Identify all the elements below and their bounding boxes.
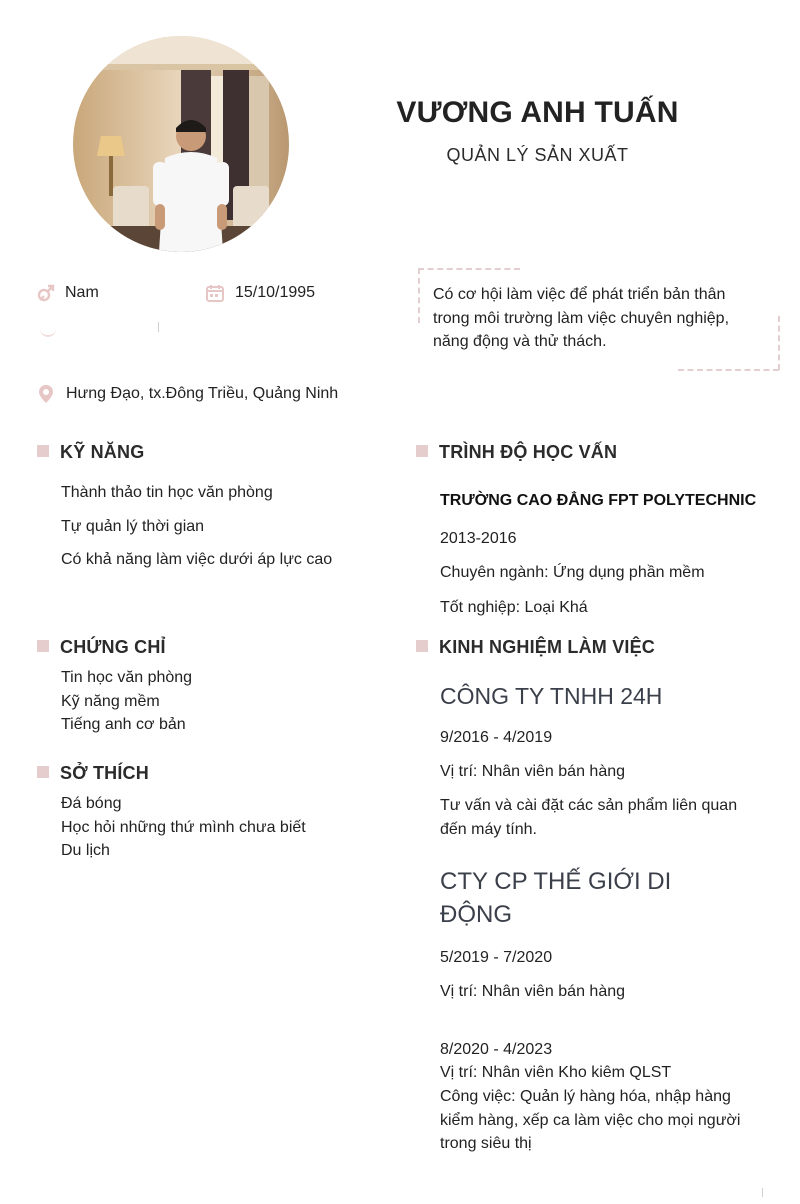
education-years: 2013-2016 <box>440 530 517 547</box>
hobby-item: Du lịch <box>61 842 110 859</box>
job-description: Tư vấn và cài đặt các sản phẩm liên quan đến máy tính. <box>440 797 738 838</box>
education-graduation: Tốt nghiệp: Loại Khá <box>440 599 588 616</box>
certificate-item: Tin học văn phòng <box>61 669 193 686</box>
divider <box>158 322 159 332</box>
objective-border-top <box>418 268 520 270</box>
job-period: 8/2020 - 4/2023 <box>440 1041 553 1058</box>
job-period: 5/2019 - 7/2020 <box>440 949 553 966</box>
certificate-item: Kỹ năng mềm <box>61 693 160 710</box>
skill-item: Tự quản lý thời gian <box>61 518 205 535</box>
hobby-item: Học hỏi những thứ mình chưa biết <box>61 819 306 836</box>
hobbies-title: SỞ THÍCH <box>60 763 149 783</box>
section-marker <box>37 640 49 652</box>
gender-value: Nam <box>65 284 99 301</box>
candidate-name: VƯƠNG ANH TUẤN <box>396 96 679 129</box>
address-value: Hưng Đạo, tx.Đông Triều, Quảng Ninh <box>66 385 339 402</box>
hidden-field-icon <box>40 329 56 337</box>
location-icon <box>36 384 56 404</box>
section-marker <box>416 445 428 457</box>
job-position: Vị trí: Nhân viên Kho kiêm QLST <box>440 1064 672 1081</box>
birthday-value: 15/10/1995 <box>235 284 316 301</box>
skill-item: Thành thảo tin học văn phòng <box>61 484 273 501</box>
company-name: CÔNG TY TNHH 24H <box>440 683 663 709</box>
school-name: TRƯỜNG CAO ĐẲNG FPT POLYTECHNIC <box>440 492 757 509</box>
experience-title: KINH NGHIỆM LÀM VIỆC <box>439 637 656 657</box>
skills-title: KỸ NĂNG <box>60 442 145 462</box>
company-name: CTY CP THẾ GIỚI DI ĐỘNG <box>440 868 672 928</box>
profile-photo <box>73 36 289 252</box>
skill-item: Có khả năng làm việc dưới áp lực cao <box>61 551 333 568</box>
objective-border-bottom <box>678 369 779 371</box>
objective-border-left <box>418 268 420 323</box>
career-objective: Có cơ hội làm việc để phát triển bản thân trong môi trường làm việc chuyên nghiệp, năng động và thử thách. <box>433 286 730 350</box>
job-title: QUẢN LÝ SẢN XUẤT <box>446 145 629 165</box>
education-title: TRÌNH ĐỘ HỌC VẤN <box>439 442 618 462</box>
job-position: Vị trí: Nhân viên bán hàng <box>440 983 626 1000</box>
job-description: Công việc: Quản lý hàng hóa, nhập hàng kiểm hàng, xếp ca làm việc cho mọi người trong siêu thị <box>440 1088 741 1152</box>
hobby-item: Đá bóng <box>61 795 122 812</box>
section-marker <box>37 445 49 457</box>
job-period: 9/2016 - 4/2019 <box>440 729 553 746</box>
certificates-title: CHỨNG CHỈ <box>60 637 166 657</box>
job-position: Vị trí: Nhân viên bán hàng <box>440 763 626 780</box>
certificate-item: Tiếng anh cơ bản <box>61 716 186 733</box>
gender-icon <box>36 283 56 303</box>
calendar-icon <box>205 283 225 303</box>
section-marker <box>416 640 428 652</box>
section-marker <box>37 766 49 778</box>
divider <box>762 1188 763 1197</box>
education-major: Chuyên ngành: Ứng dụng phần mềm <box>440 564 705 581</box>
objective-border-right <box>778 316 780 370</box>
